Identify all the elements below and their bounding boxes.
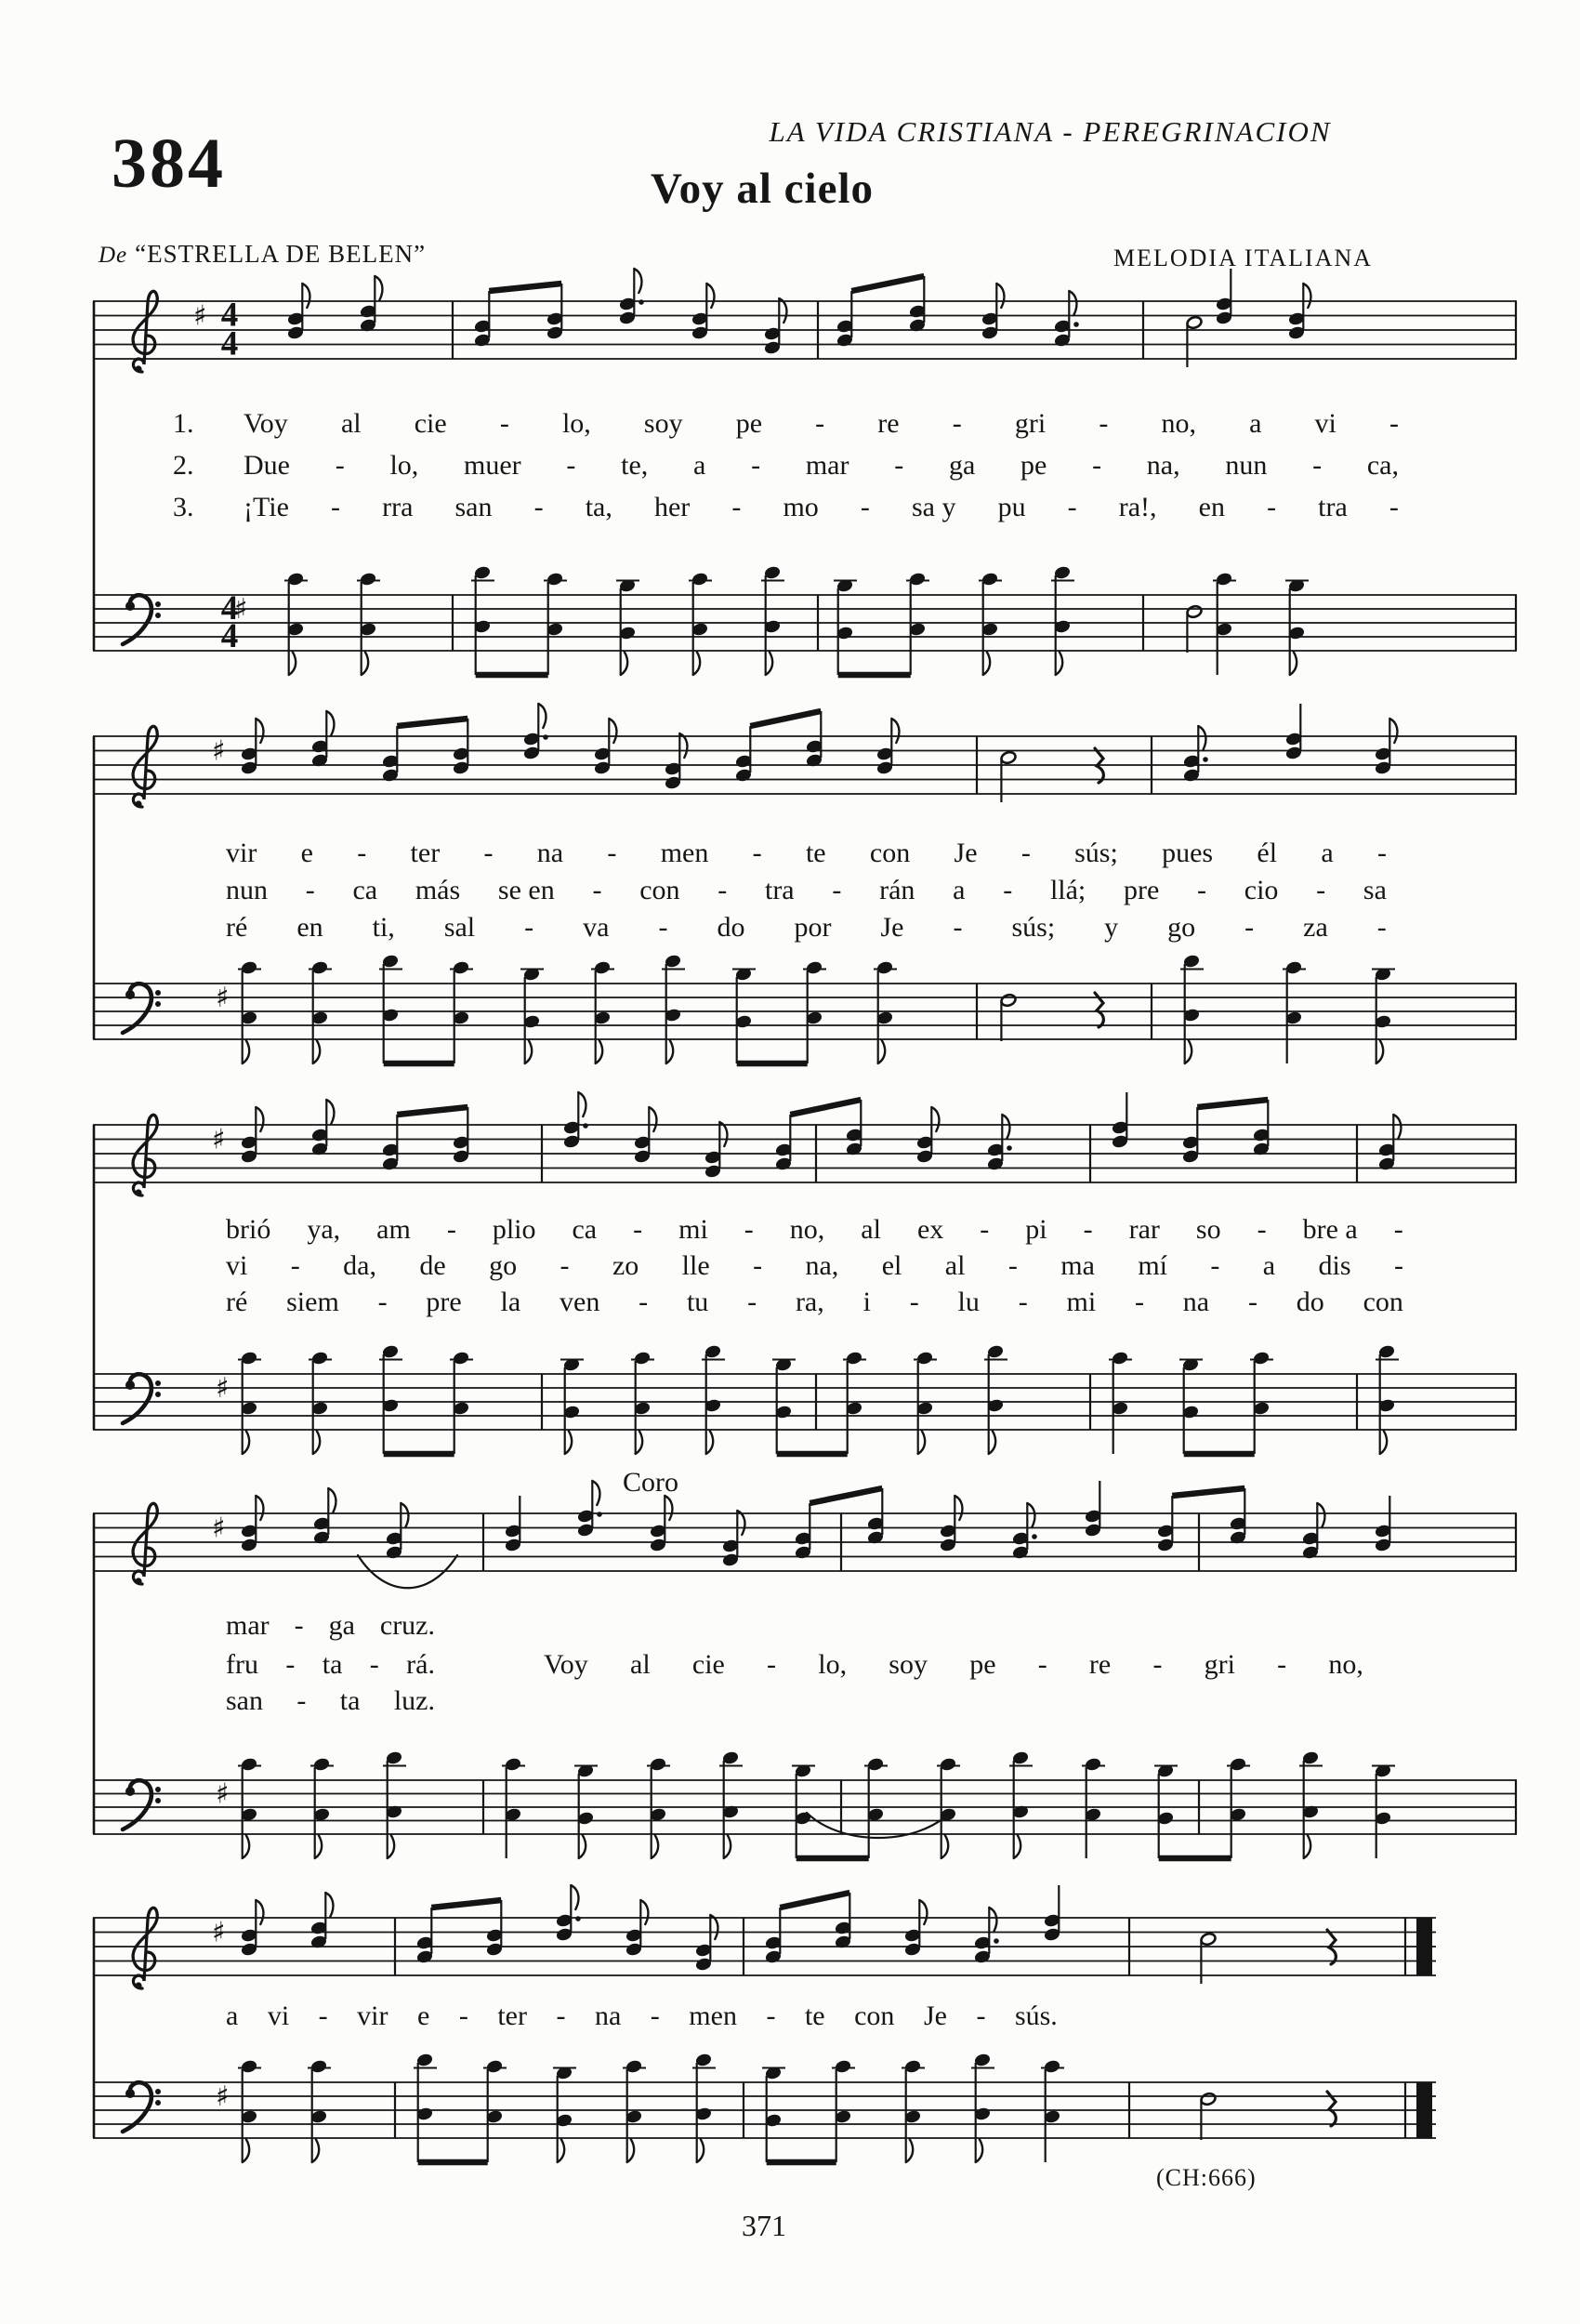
lyric-syllable: Je <box>880 912 904 943</box>
lyric-syllable: vir <box>226 838 257 868</box>
lyric-syllable: - <box>731 492 742 522</box>
lyric-syllable: pre <box>1124 875 1160 905</box>
lyric-syllable: - <box>318 2000 328 2031</box>
lyric-syllable: soy <box>889 1649 928 1680</box>
lyric-syllable: re <box>1088 1649 1112 1680</box>
lyric-syllable: - <box>1393 1214 1403 1245</box>
lyric-syllable: - <box>1312 450 1323 481</box>
lyric-syllable: vi <box>267 2000 290 2031</box>
lyric-syllable: - <box>753 1250 763 1281</box>
lyric-syllable: pe <box>969 1649 996 1680</box>
lyric-syllable: sa <box>1363 875 1387 905</box>
lyric-syllable: - <box>658 912 668 943</box>
lyric-syllable: - <box>980 1214 990 1245</box>
lyric-syllable: llá; <box>1049 875 1086 905</box>
lyric-syllable: a <box>226 2000 239 2031</box>
lyric-syllable: - <box>1247 1287 1257 1317</box>
lyric-syllable: ta <box>322 1649 343 1680</box>
lyric-line-s1-v1 <box>244 410 1399 438</box>
lyric-syllable: - <box>1393 1250 1403 1281</box>
lyric-syllable: por <box>794 912 832 943</box>
lyric-syllable: - <box>335 450 345 481</box>
lyric-syllable: - <box>1197 875 1207 905</box>
lyric-syllable: - <box>1152 1649 1163 1680</box>
lyric-syllable: a <box>953 875 966 905</box>
lyric-syllable: ya, <box>307 1214 341 1245</box>
lyric-syllable: men <box>689 2000 737 2031</box>
lyric-syllable: - <box>285 1649 296 1680</box>
lyric-syllable: - <box>1389 492 1399 522</box>
lyric-syllable: san <box>226 1685 263 1716</box>
svg-text:4: 4 <box>220 324 239 363</box>
page-number: 371 <box>742 2209 786 2242</box>
lyric-line-s3-v2 <box>226 1252 1403 1280</box>
lyric-syllable: - <box>1277 1649 1287 1680</box>
lyric-syllable: - <box>331 492 341 522</box>
lyric-syllable: pues <box>1162 838 1214 868</box>
lyric-line-s2-v2 <box>226 877 1387 905</box>
lyric-syllable: am <box>376 1214 411 1245</box>
lyric-syllable: bre a <box>1302 1214 1358 1245</box>
lyric-syllable: - <box>650 2000 660 2031</box>
lyric-syllable: - <box>751 450 761 481</box>
lyric-line-s1-v2 <box>244 452 1399 480</box>
lyric-syllable: Voy <box>544 1649 588 1680</box>
lyric-syllable: va <box>583 912 610 943</box>
lyric-syllable: ga <box>328 1610 355 1641</box>
lyric-syllable: se en <box>497 875 555 905</box>
verse-number: 2. <box>173 450 194 481</box>
lyric-syllable: y <box>1104 912 1119 943</box>
lyric-syllable: ti, <box>372 912 395 943</box>
lyric-syllable: plio <box>492 1214 536 1245</box>
lyric-syllable: sús; <box>1011 912 1056 943</box>
lyric-syllable: - <box>1067 492 1077 522</box>
lyric-syllable: - <box>1007 1250 1018 1281</box>
lyric-syllable: Je <box>954 838 978 868</box>
lyric-line-s4-end-v3 <box>226 1687 435 1715</box>
lyric-syllable: cie <box>414 408 447 439</box>
lyric-syllable: luz. <box>393 1685 435 1716</box>
svg-text:♯: ♯ <box>212 734 226 768</box>
lyric-syllable: ré <box>226 1287 248 1317</box>
lyric-syllable: - <box>1018 1287 1028 1317</box>
lyric-syllable: - <box>1020 838 1031 868</box>
lyric-syllable: - <box>1267 492 1277 522</box>
page-title: Voy al cielo <box>650 165 875 213</box>
lyric-syllable: nun <box>226 875 268 905</box>
lyric-syllable: - <box>592 875 602 905</box>
lyric-syllable: en <box>296 912 323 943</box>
lyric-syllable: fru <box>226 1649 258 1680</box>
svg-text:♯: ♯ <box>216 1372 230 1405</box>
lyric-syllable: lu <box>957 1287 980 1317</box>
lyric-line-s2-v3 <box>226 914 1387 942</box>
lyric-syllable: - <box>369 1649 379 1680</box>
source-note-text: “ESTRELLA DE BELEN” <box>135 240 427 268</box>
lyric-syllable: ter <box>497 2000 527 2031</box>
lyric-syllable: ma <box>1060 1250 1095 1281</box>
svg-text:♯: ♯ <box>216 2080 230 2113</box>
lyric-syllable: - <box>1092 450 1102 481</box>
lyric-syllable: a <box>1249 408 1262 439</box>
lyric-syllable: pre <box>426 1287 462 1317</box>
lyric-syllable: mar <box>226 1610 270 1641</box>
lyric-syllable: na <box>594 2000 622 2031</box>
lyric-syllable: él <box>1257 838 1278 868</box>
lyric-syllable: - <box>1376 838 1387 868</box>
lyric-syllable: - <box>766 2000 776 2031</box>
hymn-reference: (CH:666) <box>1156 2164 1257 2191</box>
lyric-syllable: ven <box>560 1287 600 1317</box>
lyric-line-s3-v3 <box>226 1288 1403 1316</box>
lyric-syllable: pe <box>1020 450 1047 481</box>
lyric-line-s5-v1 <box>226 2002 1058 2030</box>
lyric-syllable: - <box>747 1287 757 1317</box>
lyric-syllable: - <box>533 492 544 522</box>
lyric-syllable: Voy <box>244 408 288 439</box>
lyric-syllable: - <box>860 492 870 522</box>
lyric-syllable: lle <box>681 1250 710 1281</box>
lyric-syllable: - <box>832 875 842 905</box>
lyric-syllable: - <box>1037 1649 1047 1680</box>
lyric-syllable: - <box>1316 875 1326 905</box>
svg-text:♯: ♯ <box>234 593 248 626</box>
lyric-syllable: - <box>357 838 367 868</box>
lyric-syllable: so <box>1195 1214 1221 1245</box>
lyric-syllable: al <box>944 1250 966 1281</box>
lyric-syllable: con <box>869 838 911 868</box>
svg-text:♯: ♯ <box>216 1777 230 1811</box>
lyric-syllable: - <box>377 1287 388 1317</box>
lyric-syllable: - <box>294 1610 304 1641</box>
lyric-syllable: - <box>1376 912 1387 943</box>
lyric-syllable: pi <box>1025 1214 1047 1245</box>
lyric-syllable: - <box>556 2000 566 2031</box>
lyric-syllable: - <box>458 2000 468 2031</box>
lyric-syllable: ta, <box>585 492 612 522</box>
source-note-prefix: De <box>99 243 128 268</box>
lyric-syllable: - <box>815 408 825 439</box>
lyric-syllable: más <box>415 875 461 905</box>
verse-number: 3. <box>173 492 194 522</box>
lyric-syllable: - <box>566 450 576 481</box>
lyric-syllable: - <box>483 838 494 868</box>
lyric-syllable: - <box>296 1685 307 1716</box>
source-note <box>99 240 426 269</box>
lyric-syllable: - <box>1099 408 1109 439</box>
lyric-syllable: gri <box>1014 408 1047 439</box>
lyric-syllable: rá. <box>406 1649 435 1680</box>
lyric-syllable: lo, <box>389 450 419 481</box>
lyric-syllable: tra <box>1318 492 1348 522</box>
lyric-syllable: muer <box>464 450 521 481</box>
lyric-syllable: - <box>976 2000 986 2031</box>
lyric-syllable: mar <box>805 450 849 481</box>
lyric-syllable: al <box>340 408 362 439</box>
lyric-syllable: - <box>524 912 534 943</box>
lyric-line-s2-v1 <box>226 839 1387 867</box>
lyric-syllable: - <box>744 1214 754 1245</box>
svg-text:4: 4 <box>220 296 239 335</box>
lyric-syllable: cio <box>1244 875 1279 905</box>
lyric-syllable: ré <box>226 912 248 943</box>
lyric-syllable: vi <box>1314 408 1336 439</box>
lyric-syllable: con <box>639 875 680 905</box>
lyric-syllable: lo, <box>561 408 591 439</box>
lyric-syllable: da, <box>343 1250 376 1281</box>
svg-text:♯: ♯ <box>212 1512 226 1545</box>
lyric-syllable: - <box>639 1287 649 1317</box>
lyric-syllable: - <box>560 1250 570 1281</box>
lyric-syllable: a <box>1262 1250 1276 1281</box>
svg-text:♯: ♯ <box>212 1123 226 1156</box>
lyric-syllable: cruz. <box>379 1610 435 1641</box>
lyric-syllable: - <box>718 875 728 905</box>
lyric-syllable: te, <box>621 450 649 481</box>
lyric-syllable: sal <box>443 912 476 943</box>
lyric-syllable: - <box>1389 408 1399 439</box>
lyric-syllable: a <box>693 450 706 481</box>
lyric-syllable: al <box>630 1649 651 1680</box>
lyric-syllable: pe <box>735 408 763 439</box>
lyric-syllable: rar <box>1128 1214 1160 1245</box>
lyric-syllable: con <box>1363 1287 1403 1317</box>
hymn-number: 384 <box>112 125 226 203</box>
lyric-syllable: rra <box>382 492 414 522</box>
lyric-syllable: e <box>300 838 313 868</box>
lyric-syllable: - <box>607 838 617 868</box>
lyric-syllable: dis <box>1318 1250 1351 1281</box>
lyric-syllable: do <box>1296 1287 1324 1317</box>
lyric-line-s4-end-v1 <box>226 1612 435 1640</box>
lyric-syllable: - <box>1003 875 1013 905</box>
lyric-syllable: ca, <box>1366 450 1399 481</box>
lyric-syllable: - <box>305 875 315 905</box>
lyric-syllable: vir <box>357 2000 388 2031</box>
svg-text:4: 4 <box>220 589 239 627</box>
verse-number: 1. <box>173 408 194 439</box>
lyric-syllable: i <box>862 1287 871 1317</box>
lyric-syllable: - <box>1083 1214 1093 1245</box>
svg-text:4: 4 <box>220 617 239 655</box>
lyric-syllable: re <box>877 408 900 439</box>
lyric-syllable: Je <box>923 2000 947 2031</box>
lyric-syllable: men <box>660 838 709 868</box>
lyric-syllable: te <box>804 2000 825 2031</box>
lyric-syllable: en <box>1198 492 1225 522</box>
lyric-syllable: no, <box>1328 1649 1363 1680</box>
lyric-syllable: te <box>805 838 826 868</box>
lyric-syllable: - <box>1244 912 1255 943</box>
lyric-syllable: tra <box>764 875 795 905</box>
lyric-syllable: ter <box>410 838 441 868</box>
lyric-syllable: sa y <box>911 492 956 522</box>
melody-attribution: MELODIA ITALIANA <box>1113 244 1374 271</box>
lyric-syllable: - <box>952 408 962 439</box>
lyric-syllable: con <box>854 2000 895 2031</box>
lyric-syllable: - <box>290 1250 300 1281</box>
lyric-syllable: - <box>1210 1250 1220 1281</box>
lyric-syllable: - <box>446 1214 456 1245</box>
lyric-syllable: siem <box>286 1287 339 1317</box>
lyric-syllable: Due <box>244 450 290 481</box>
lyric-syllable: - <box>894 450 904 481</box>
lyric-syllable: na <box>1182 1287 1210 1317</box>
lyric-syllable: ra!, <box>1118 492 1157 522</box>
lyric-syllable: pu <box>997 492 1026 522</box>
lyric-syllable: gri <box>1204 1649 1235 1680</box>
lyric-syllable: tu <box>686 1287 709 1317</box>
lyric-line-s4-end-v2 <box>226 1651 435 1679</box>
lyric-syllable: no, <box>789 1214 825 1245</box>
lyric-syllable: sús. <box>1014 2000 1058 2031</box>
coro-label: Coro <box>623 1467 678 1498</box>
lyric-syllable: rán <box>879 875 915 905</box>
lyric-syllable: mi <box>678 1214 708 1245</box>
lyric-syllable: mi <box>1066 1287 1097 1317</box>
lyric-syllable: soy <box>643 408 683 439</box>
svg-text:♯: ♯ <box>212 1916 226 1949</box>
lyric-line-s1-v3 <box>244 494 1399 522</box>
lyric-line-s3-v1 <box>226 1216 1403 1244</box>
lyric-syllable: al <box>861 1214 881 1245</box>
lyric-syllable: lo, <box>818 1649 848 1680</box>
lyric-syllable: - <box>767 1649 777 1680</box>
lyric-syllable: vi <box>226 1250 248 1281</box>
lyric-syllable: mo <box>783 492 819 522</box>
lyric-syllable: na <box>536 838 564 868</box>
lyric-syllable: ca <box>352 875 378 905</box>
lyric-syllable: - <box>499 408 509 439</box>
lyric-syllable: sús; <box>1074 838 1118 868</box>
lyric-syllable: ¡Tie <box>244 492 289 522</box>
lyric-syllable: za <box>1303 912 1328 943</box>
lyric-syllable: go <box>1167 912 1196 943</box>
lyric-syllable: brió <box>226 1214 271 1245</box>
lyric-syllable: a <box>1321 838 1334 868</box>
lyric-syllable: do <box>717 912 745 943</box>
svg-text:♯: ♯ <box>216 982 230 1014</box>
lyric-syllable: her <box>653 492 691 522</box>
lyric-syllable: ex <box>916 1214 944 1245</box>
lyric-syllable: na, <box>805 1250 839 1281</box>
lyric-syllable: - <box>752 838 762 868</box>
lyric-syllable: - <box>1257 1214 1267 1245</box>
lyric-syllable: mí <box>1138 1250 1167 1281</box>
lyric-syllable: - <box>1134 1287 1144 1317</box>
lyric-syllable: cie <box>691 1649 725 1680</box>
lyric-line-chorus <box>544 1651 1363 1679</box>
lyric-syllable: de <box>419 1250 446 1281</box>
section-header: LA VIDA CRISTIANA - PEREGRINACION <box>769 115 1332 148</box>
lyric-syllable: ra, <box>795 1287 824 1317</box>
lyric-syllable: zo <box>612 1250 639 1281</box>
svg-text:♯: ♯ <box>193 299 207 333</box>
lyric-syllable: go <box>489 1250 518 1281</box>
lyric-syllable: - <box>909 1287 919 1317</box>
lyric-syllable: ga <box>948 450 976 481</box>
lyric-syllable: ta <box>339 1685 361 1716</box>
lyric-syllable: nun <box>1225 450 1268 481</box>
lyric-syllable: ca <box>572 1214 598 1245</box>
lyric-syllable: no, <box>1161 408 1196 439</box>
lyric-syllable: - <box>633 1214 643 1245</box>
lyric-syllable: la <box>500 1287 521 1317</box>
lyric-syllable: e <box>417 2000 430 2031</box>
lyric-syllable: - <box>953 912 963 943</box>
lyric-syllable: san <box>454 492 493 522</box>
lyric-syllable: el <box>881 1250 902 1281</box>
lyric-syllable: na, <box>1146 450 1180 481</box>
